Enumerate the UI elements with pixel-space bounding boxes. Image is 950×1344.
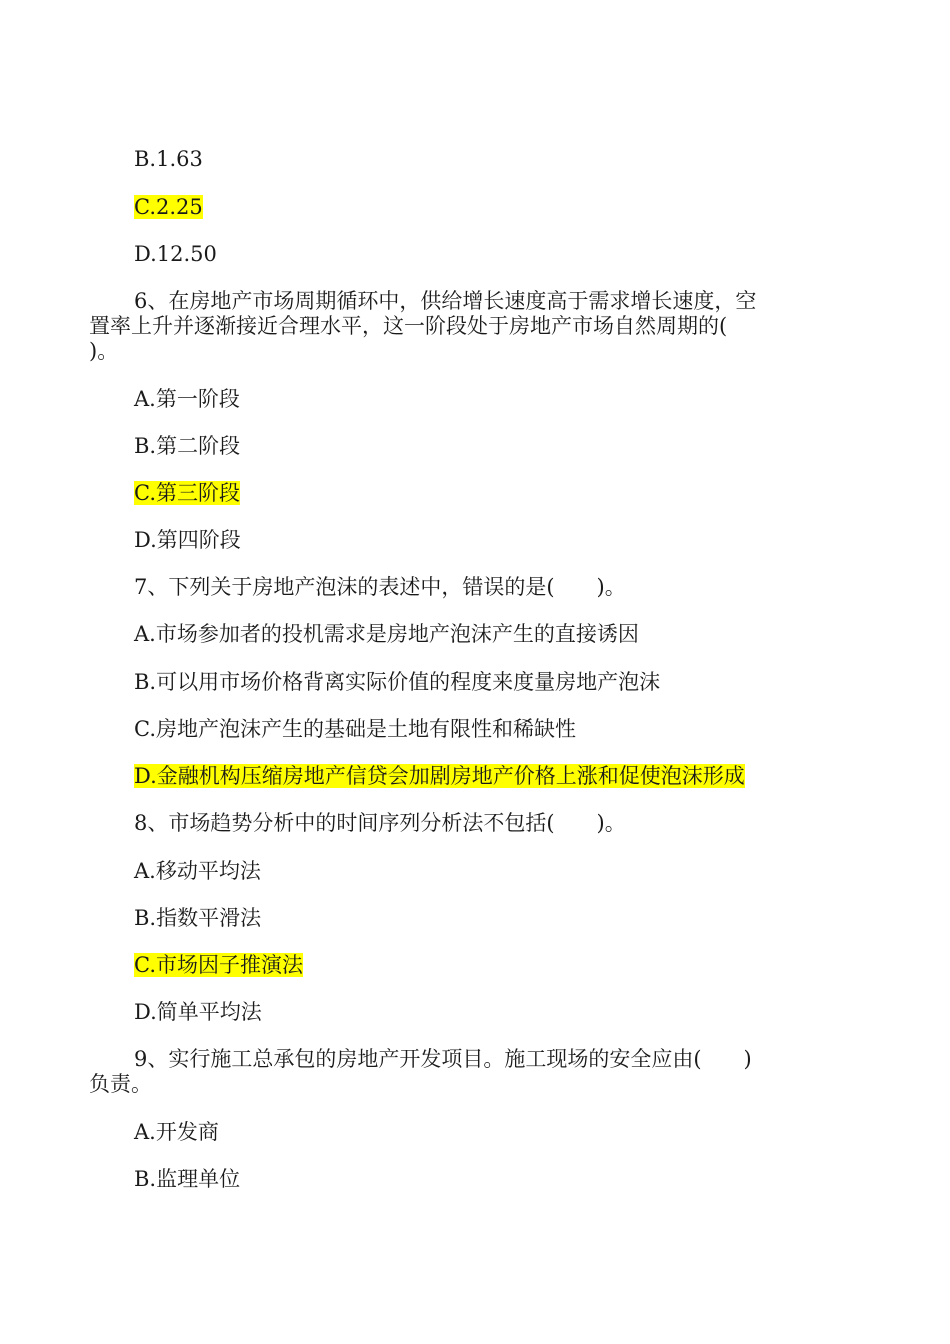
q8-option-a: A.移动平均法 bbox=[134, 859, 261, 883]
q7-option-d-answer bbox=[134, 764, 745, 788]
q7-option-c: C.房地产泡沫产生的基础是土地有限性和稀缺性 bbox=[134, 717, 576, 741]
q7-option-a: A.市场参加者的投机需求是房地产泡沫产生的直接诱因 bbox=[134, 622, 639, 646]
q6-option-d: D.第四阶段 bbox=[134, 528, 241, 552]
q7-option-b: B.可以用市场价格背离实际价值的程度来度量房地产泡沫 bbox=[134, 670, 661, 694]
answer-highlight: D.金融机构压缩房地产信贷会加剧房地产价格上涨和促使泡沫形成 bbox=[134, 764, 745, 788]
q8-option-c-answer bbox=[134, 953, 303, 977]
q6-stem-line1: 6、在房地产市场周期循环中，供给增长速度高于需求增长速度，空 bbox=[134, 289, 757, 313]
q8-option-d: D.简单平均法 bbox=[134, 1000, 262, 1024]
answer-highlight: C.第三阶段 bbox=[134, 481, 240, 505]
q8-option-b: B.指数平滑法 bbox=[134, 906, 262, 930]
answer-highlight: C.2.25 bbox=[134, 195, 203, 219]
q5-option-d: D.12.50 bbox=[134, 242, 217, 266]
q5-option-c-answer bbox=[134, 195, 203, 219]
q6-stem-line2: 置率上升并逐渐接近合理水平，这一阶段处于房地产市场自然周期的( bbox=[89, 314, 728, 338]
q9-stem-line1: 9、实行施工总承包的房地产开发项目。施工现场的安全应由( ) bbox=[134, 1047, 752, 1071]
answer-highlight: C.市场因子推演法 bbox=[134, 953, 303, 977]
q9-option-b: B.监理单位 bbox=[134, 1167, 241, 1191]
q6-option-b: B.第二阶段 bbox=[134, 434, 241, 458]
q9-stem-line2: 负责。 bbox=[89, 1072, 152, 1096]
q5-option-b: B.1.63 bbox=[134, 147, 203, 171]
q7-stem: 7、下列关于房地产泡沫的表述中，错误的是( )。 bbox=[134, 575, 626, 599]
q9-option-a: A.开发商 bbox=[134, 1120, 219, 1144]
q6-option-c-answer bbox=[134, 481, 240, 505]
q6-option-a: A.第一阶段 bbox=[134, 387, 240, 411]
q6-stem-line3: )。 bbox=[89, 339, 119, 363]
q8-stem: 8、市场趋势分析中的时间序列分析法不包括( )。 bbox=[134, 811, 626, 835]
